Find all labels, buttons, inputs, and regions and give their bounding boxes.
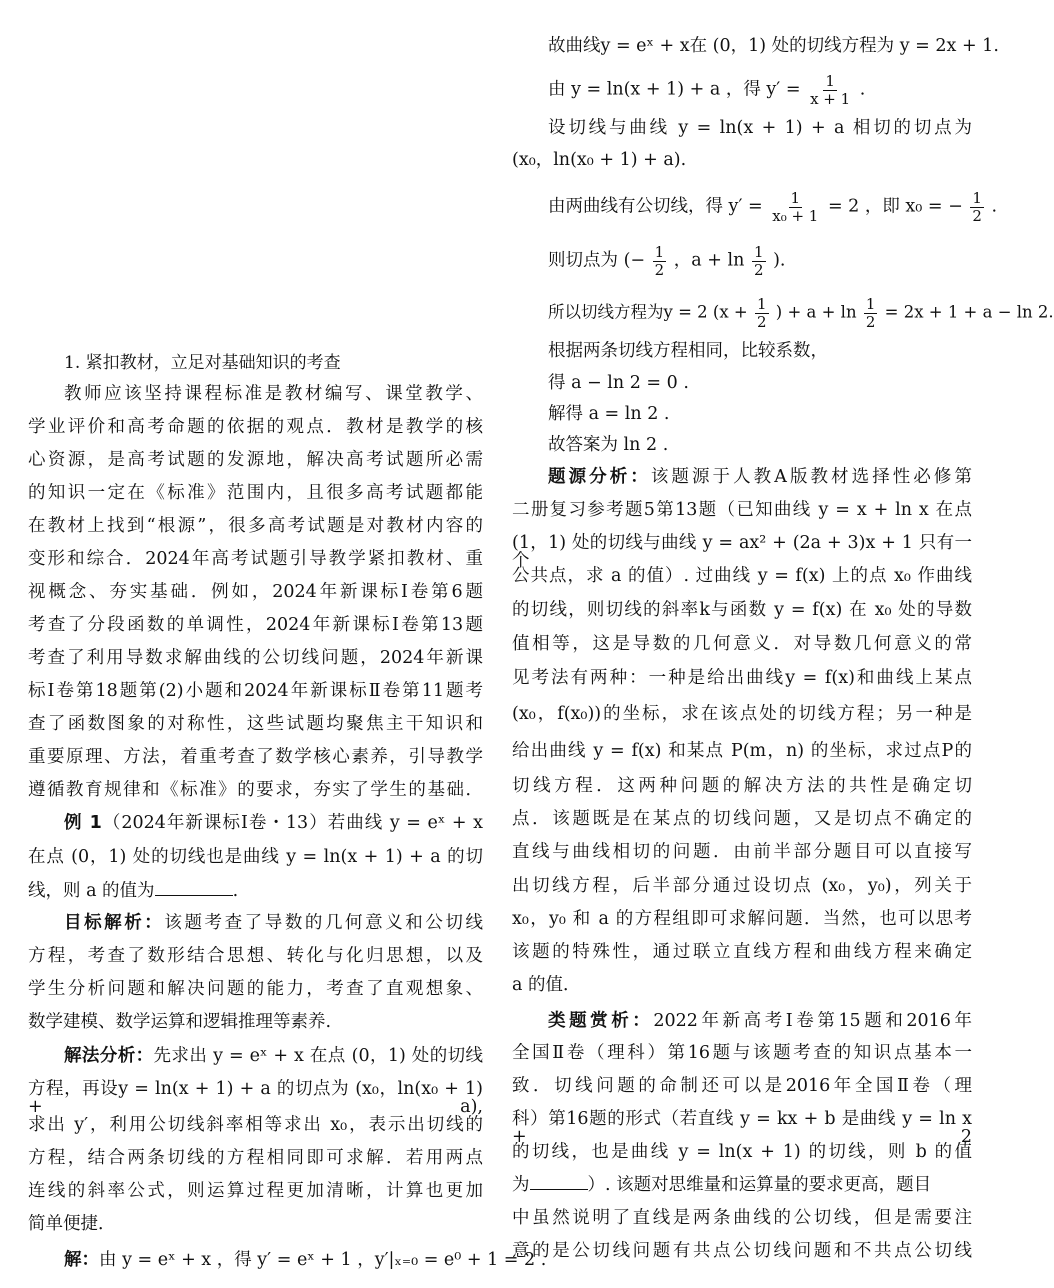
paragraph-line: 连线的斜率公式，则运算过程更加清晰，计算也更加 (28, 1181, 483, 1201)
paragraph-line: 遵循教育规律和《标准》的要求，夯实了学生的基础． (28, 780, 483, 800)
numerator: 1 (865, 295, 876, 313)
paragraph-line: 变形和综合．2024年高考试题引导教学紧扣教材、重 (28, 549, 483, 569)
paragraph-line: 方程，考查了数形结合思想、转化与化归思想，以及 (28, 946, 483, 966)
paragraph-line: a 的值． (512, 975, 581, 995)
paragraph-line: 科）第16题的形式（若直线 y = kx + b 是曲线 y = ln x + 2 (512, 1109, 972, 1147)
text-line: 解得 a = ln 2 . (548, 404, 670, 424)
section-label: 解法分析： (64, 1046, 154, 1066)
paragraph-line: 学生分析问题和解决问题的能力，考查了直观想象、 (28, 979, 483, 999)
text-span: 由 y = ln(x + 1) + a ，得 y′ = (548, 79, 801, 100)
paragraph-line: 方程，再设y = ln(x + 1) + a 的切点为 (x₀，ln(x₀ + 1) + a), (28, 1079, 483, 1117)
paragraph-line: 数学建模、数学运算和逻辑推理等素养. (28, 1012, 332, 1032)
paragraph-line: 致．切线问题的命制还可以是2016年全国Ⅱ卷（理 (512, 1076, 972, 1096)
text-span: 2022年新高考Ⅰ卷第15题和2016年 (653, 1011, 972, 1031)
text-span: 则切点为 (548, 250, 618, 271)
paragraph-line (64, 1048, 483, 1066)
paragraph-line: 的切线，也是曲线 y = ln(x + 1) 的切线，则 b 的值 (512, 1142, 972, 1162)
example-line: 在点 (0，1) 处的切线也是曲线 y = ln(x + 1) + a 的切 (28, 847, 483, 867)
text-span: = 2 ，即 x₀ = − (827, 196, 963, 217)
section-label: 目标解析： (64, 913, 165, 933)
text-span: ，a + ln (673, 250, 745, 271)
text-line: 得 a − ln 2 = 0 . (548, 373, 689, 393)
paragraph-line: 的知识一定在《标准》范围内，且很多高考试题都能 (28, 483, 483, 503)
paragraph-line: 点．该题既是在某点的切线问题，又是切点不确定的 (512, 809, 972, 829)
paragraph-line: (1，1) 处的切线与曲线 y = ax² + (2a + 3)x + 1 只有一个 (512, 533, 972, 571)
text-line: (x₀，ln(x₀ + 1) + a). (512, 150, 687, 170)
paragraph-line: 切线方程．这两种问题的解决方法的共性是确定切 (512, 776, 972, 796)
text-span: . (859, 79, 866, 100)
paragraph-line: 意的是公切线问题有共点公切线问题和不共点公切线 (512, 1241, 972, 1261)
fraction (752, 244, 766, 278)
paragraph-line: 的切线，则切线的斜率k与函数 y = f(x) 在 x₀ 处的导数 (512, 600, 972, 620)
text-span: 由 y = eˣ + x ，得 y′ = eˣ + 1 ，y′|ₓ₌₀ = e⁰ + 1 = 2 . (99, 1250, 547, 1270)
text-span: ) + a + ln (775, 302, 857, 322)
fraction (770, 190, 820, 224)
paragraph-line: 查了函数图象的对称性，这些试题均聚焦主干知识和 (28, 714, 483, 734)
text-span: ）. 该题对思维量和运算量的要求更高，题目 (587, 1175, 932, 1195)
paragraph-line: 求出 y′，利用公切线斜率相等求出 x₀，表示出切线的 (28, 1115, 483, 1135)
section-label: 类题赏析： (548, 1011, 654, 1031)
text-line: 根据两条切线方程相同，比较系数， (548, 341, 828, 361)
paragraph-line: (x₀，f(x₀))的坐标，求在该点处的切线方程；另一种是 (512, 704, 972, 724)
paragraph-line: 在教材上找到“根源”，很多高考试题是对教材内容的 (28, 516, 483, 536)
section-label: 解： (64, 1250, 99, 1270)
paragraph-line: 心资源，是高考试题的发源地，解决高考试题所必需 (28, 450, 483, 470)
text-line: 设切线与曲线 y = ln(x + 1) + a 相切的切点为 (548, 118, 972, 138)
text-span: 该题源于人教A版教材选择性必修第 (650, 467, 973, 487)
text-span: 先求出 y = eˣ + x 在点 (0，1) 处的切线 (153, 1046, 484, 1066)
paragraph-line: 出切线方程，后半部分通过设切点 (x₀，y₀)，列关于 (512, 876, 972, 896)
answer-blank (530, 1188, 588, 1190)
text-span: . (991, 196, 998, 217)
text-line: 故曲线y = eˣ + x在 (0，1) 处的切线方程为 y = 2x + 1. (548, 36, 999, 56)
text-span: (x + (712, 302, 748, 322)
fraction (864, 296, 878, 330)
text-span: (− (623, 250, 646, 271)
paragraph-line: 中虽然说明了直线是两条曲线的公切线，但是需要注 (512, 1208, 972, 1228)
paragraph-line: 值相等，这是导数的几何意义．对导数几何意义的常 (512, 634, 972, 654)
paragraph-line: 直线与曲线相切的问题．由前半部分题目可以直接写 (512, 842, 972, 862)
text-span: （2024年新课标Ⅰ卷・13）若曲线 y = eˣ + x (101, 813, 483, 833)
numerator: 1 (654, 243, 665, 261)
fraction (970, 190, 984, 224)
paragraph-line (548, 469, 972, 487)
paragraph-line: 该题的特殊性，通过联立直线方程和曲线方程来确定 (512, 942, 972, 962)
paragraph-line: 视概念、夯实基础．例如，2024年新课标Ⅰ卷第6题 (28, 582, 483, 602)
numerator: 1 (753, 243, 764, 261)
numerator: 1 (972, 189, 982, 207)
text-line (548, 244, 785, 278)
text-line (548, 296, 1054, 330)
section-heading: 1. 紧扣教材，立足对基础知识的考查 (64, 353, 341, 373)
example-label: 例 1 (64, 813, 102, 833)
text-line: 故答案为 ln 2 . (548, 435, 669, 455)
paragraph-line: 考查了利用导数求解曲线的公切线问题，2024年新课 (28, 648, 483, 668)
denominator: 2 (756, 312, 767, 331)
paragraph-line: 公共点，求 a 的值）. 过曲线 y = f(x) 上的点 x₀ 作曲线 (512, 566, 972, 586)
solution-line (64, 1252, 546, 1270)
paragraph-line: 二册复习参考题5第13题（已知曲线 y = x + ln x 在点 (512, 500, 972, 520)
numerator: 1 (756, 295, 767, 313)
example-line (28, 883, 238, 901)
text-line (548, 73, 865, 107)
paragraph-line: 重要原理、方法，着重考查了数学核心素养，引导教学 (28, 747, 483, 767)
paragraph-line: 见考法有两种：一种是给出曲线y = f(x)和曲线上某点 (512, 668, 972, 688)
text-span: 由两曲线有公切线，得 y′ = (548, 196, 763, 217)
denominator: x + 1 (810, 89, 851, 108)
paragraph-line: 教师应该坚持课程标准是教材编写、课堂教学、 (64, 384, 483, 404)
fraction (808, 73, 852, 107)
fraction (755, 296, 769, 330)
paragraph-line: 全国Ⅱ卷（理科）第16题与该题考查的知识点基本一 (512, 1043, 972, 1063)
text-span: 为 (512, 1175, 530, 1195)
numerator: 1 (825, 72, 835, 90)
paragraph-line: 给出曲线 y = f(x) 和某点 P(m，n) 的坐标，求过点P的 (512, 741, 972, 761)
denominator: 2 (654, 260, 665, 279)
answer-blank (155, 894, 233, 896)
text-span: ). (773, 250, 786, 271)
text-span: 该题考查了导数的几何意义和公切线 (164, 913, 483, 933)
paragraph-line: 方程，结合两条切线的方程相同即可求解．若用两点 (28, 1148, 483, 1168)
paragraph-line (64, 915, 483, 933)
paragraph-line (548, 1013, 972, 1031)
paragraph-line: 标Ⅰ卷第18题第(2)小题和2024年新课标Ⅱ卷第11题考 (28, 681, 483, 701)
example-line (64, 815, 483, 833)
paragraph-line: 考查了分段函数的单调性，2024年新课标Ⅰ卷第13题 (28, 615, 483, 635)
paragraph-line: 简单便捷． (28, 1214, 116, 1234)
paragraph-line: x₀，y₀ 和 a 的方程组即可求解问题．当然，也可以思考 (512, 909, 972, 929)
text-line (548, 190, 997, 224)
numerator: 1 (790, 189, 801, 207)
text-span: 线，则 a 的值为 (28, 881, 155, 901)
paragraph-line (512, 1177, 931, 1195)
text-span: . (232, 881, 239, 901)
text-span: 所以切线方程为y = 2 (548, 302, 708, 322)
denominator: x₀ + 1 (772, 206, 819, 225)
denominator: 2 (972, 206, 982, 225)
section-label: 题源分析： (548, 467, 651, 487)
denominator: 2 (753, 260, 764, 279)
fraction (653, 244, 667, 278)
denominator: 2 (865, 312, 876, 331)
paragraph-line: 学业评价和高考命题的依据的观点．教材是教学的核 (28, 417, 483, 437)
text-span: = 2x + 1 + a − ln 2. (884, 302, 1054, 322)
